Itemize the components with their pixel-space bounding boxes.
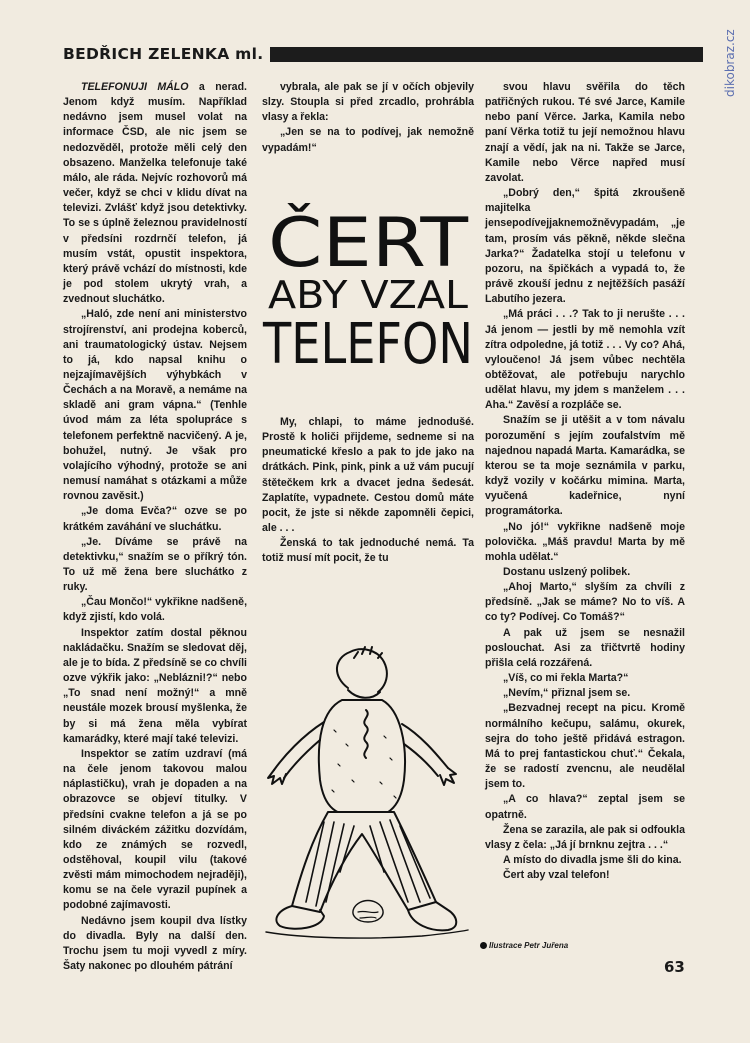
text-column-1 (63, 80, 248, 973)
paragraph (485, 307, 685, 413)
paragraph-text: My, chlapi, to máme jednodušé. Prostě k holiči přijdeme, sedneme si na pneumatické křeslo a pak to jde jako na drátkách. Pink, pink, pink a už vám pucují štětečkem krk a dvacet jedna šedesát. Zaplatíte, vypadnete. Cestou domů máte pocit, že jste si někde zapomněli čepici, ale . . . (262, 416, 474, 535)
paragraph (485, 626, 685, 671)
paragraph-text: A pak už jsem se nesnažil poslouchat. Asi za třičtvrtě hodiny přišla celá rozzářená. (485, 626, 685, 669)
paragraph (63, 914, 247, 975)
paragraph (262, 125, 474, 155)
article-title (258, 200, 478, 377)
title-line-1: ČERT (268, 204, 443, 283)
paragraph (63, 747, 247, 914)
paragraph-text: Čert aby vzal telefon! (503, 869, 610, 882)
paragraph-text: „Má práci . . .? Tak to ji nerušte . . . Já jenom — jestli by mě nemohla vzít zítra odpoledne, já totiž . . . Vy co? Ahá, vyloučeno! Já jsem vůbec nechtěla obtěžovat, ale potřebuju narychlo udělat hlavu, my jdem s manželem . . . Aha.“ Zavěsí a rozpláče se. (485, 308, 685, 412)
paragraph-text: „Haló, zde není ani ministerstvo strojírenství, ani prodejna koberců, ani traumatologický ústav. Nejsem to já, kdo napsal knihu o nejzajímavějších výhybkách v Čechách a na Moravě, a nemáme na skladě ani gram vápna.“ (Tenhle úvod mám za léta spolupráce s telefonem perfektně nacvičený. A je, bohužel, nutný. Je však pro volajícího výhodný, protože se ani nemusí namáhat s otázkami a může rovnou zavěsit.) (63, 308, 247, 503)
title-line-2: ABY VZAL (268, 273, 468, 317)
paragraph-text: Žena se zarazila, ale pak si odfoukla vlasy z čela: „Já jí brnknu zejtra . . .“ (485, 823, 685, 851)
paragraph-text: „Je. Díváme se právě na detektivku,“ snažím se o příkrý tón. To už mě žena bere sluchátko z ruky. (63, 535, 247, 594)
watermark[interactable]: dikobraz.cz (723, 29, 737, 97)
paragraph-text: vybrala, ale pak se jí v očích objevily slzy. Stoupla si před zrcadlo, prohrábla vlasy a řekla: (262, 81, 474, 124)
paragraph-text: Ženská to tak jednoduché nemá. Ta totiž musí mít pocit, že tu (262, 537, 474, 565)
paragraph-text: Inspektor zatím dostal pěknou nakládačku. Snažím se sledovat děj, ale je to bída. Z předsíně se co chvíli ozve výkřik jako: „Neblázni!?“ nebo „To snad není možný!“ a mně neustále mozek brousí myšlenka, že by si má žena měla vybírat kamarádky, které mají také televizi. (63, 626, 247, 745)
paragraph (262, 415, 474, 536)
author-rule (270, 47, 703, 62)
text-column-2-bottom (262, 415, 474, 585)
paragraph (485, 853, 685, 868)
paragraph-text: Snažím se ji utěšit a v tom návalu porozumění s jejím zoufalstvím mě najednou napadá Marta. Kamarádka, se kterou se ta moje seznámila v parku, když vozily v kočárku mimina. Marta, vyučená kadeřnice, nyní programátorka. (485, 414, 685, 518)
text-column-2-top (262, 80, 474, 160)
credit-text: Ilustrace Petr Juřena (489, 941, 569, 950)
paragraph-text: Nedávno jsem koupil dva lístky do divadla. Byly na další den. Trochu jsem tu moji vyvedl z míry. Šaty nakonec po dlouhém pátrání (63, 914, 247, 973)
page-number: 63 (664, 958, 685, 976)
text-column-3 (485, 80, 685, 960)
paragraph (485, 868, 685, 883)
paragraph-text: „Bezvadnej recept na picu. Kromě normálního kečupu, salámu, okurek, sejra do toho ještě přidává estragon. Má to prej fantastickou chuť.“ Čekala, že se radostí zvencnu, ale neudělal jsem to. (485, 702, 685, 791)
paragraph (485, 520, 685, 565)
paragraph (485, 701, 685, 792)
paragraph-text: Dostanu uslzený polibek. (503, 566, 631, 578)
illustration (262, 640, 472, 945)
paragraph-text: „Dobrý den,“ špitá zkroušeně majitelka jensepodívejjaknemožněvypadám, „je tam, prosím vás pěkně, někde slečna Jarka?“ Žadatelka stojí u telefonu v pozoru, na špičkách a vypadá to, že právě zkouší jednu z nejtěžších pasáží Labutího jezera. (485, 187, 685, 306)
paragraph (485, 823, 685, 853)
paragraph (485, 186, 685, 307)
paragraph-text: „Čau Mončo!“ vykřikne nadšeně, když zjistí, kdo volá. (63, 596, 248, 624)
paragraph (63, 504, 247, 534)
paragraph-text: „No jó!“ vykřikne nadšeně moje polovička. „Máš pravdu! Marta by mě mohla udělat.“ (485, 520, 685, 563)
paragraph-text: Inspektor se zatím uzdraví (má na čele jenom takovou malou náplastičku), vrah je dopaden a na obrazovce se objeví titulky. V předsíni cvakne telefon a já se po silném diváckém zážitku dozvídám, kdo ze známých se rozvedl, odstěhoval, koupil vilu (takové zvěsti mám mimochodem nejraději), komu se na čele vyrazil pupínek a podobné zajímavosti. (63, 747, 247, 912)
paragraph-text: „Nevím,“ přiznal jsem se. (503, 687, 631, 700)
paragraph-text: „Víš, co mi řekla Marta?“ (503, 672, 629, 685)
title-line-3: TELEFON (262, 312, 473, 377)
illustration-credit (480, 941, 568, 950)
paragraph (485, 686, 685, 701)
paragraph (485, 671, 685, 686)
paragraph-text: „Ahoj Marto,“ slyším za chvíli z předsíně. „Jak se máme? No to víš. A co ty? Podívej. Co Tomáš?“ (485, 581, 685, 624)
paragraph (63, 595, 247, 625)
paragraph-text: „A co hlava?“ zeptal jsem se opatrně. (485, 793, 685, 821)
lead-in: TELEFONUJI MÁLO (81, 81, 189, 93)
paragraph (63, 626, 247, 747)
credit-bullet-icon (480, 942, 487, 949)
paragraph (485, 80, 685, 186)
paragraph-text: A místo do divadla jsme šli do kina. (503, 853, 682, 866)
paragraph-text: „Jen se na to podívej, jak nemožně vypadám!“ (262, 126, 474, 154)
paragraph (485, 792, 685, 822)
paragraph-text: „Je doma Evča?“ ozve se po krátkém zaváhání ve sluchátku. (63, 505, 247, 533)
paragraph (485, 565, 685, 580)
paragraph (485, 413, 685, 519)
author-name: BEDŘICH ZELENKA ml. (63, 45, 264, 63)
paragraph (262, 80, 474, 125)
paragraph-text: svou hlavu svěřila do těch patřičných rukou. Té své Jarce, Kamile nebo paní Věrce. Jarka, Kamila nebo paní Věrka totiž tu její nemožnou hlavu znají a vědí, jak na ni. Takže se Jarce, Kamile nebo Věrce napřed musí zavolat. (485, 81, 685, 184)
paragraph (63, 80, 247, 307)
paragraph (485, 580, 685, 625)
paragraph (63, 307, 247, 504)
paragraph (262, 536, 474, 566)
paragraph (63, 535, 247, 596)
paragraph-text: a nerad. Jenom když musím. Například nedávno jsem musel volat na informace ČSD, ale nic jsem se nedozvěděl, protože měli celý den obsazeno. Manželka telefonuje také málo, ale ráda. Nejvíc rozhovorů má večer, když se chci v klidu dívat na televizi. Zvlášť když jsou detektivky. To se s úplně železnou pravidelností v předsíni rozdrnčí telefon, já musím vstát, opustit inspektora, který právě vchází do místnosti, kde je pod stolem ukrytý vrah, a zvednout sluchátko. (63, 81, 247, 306)
